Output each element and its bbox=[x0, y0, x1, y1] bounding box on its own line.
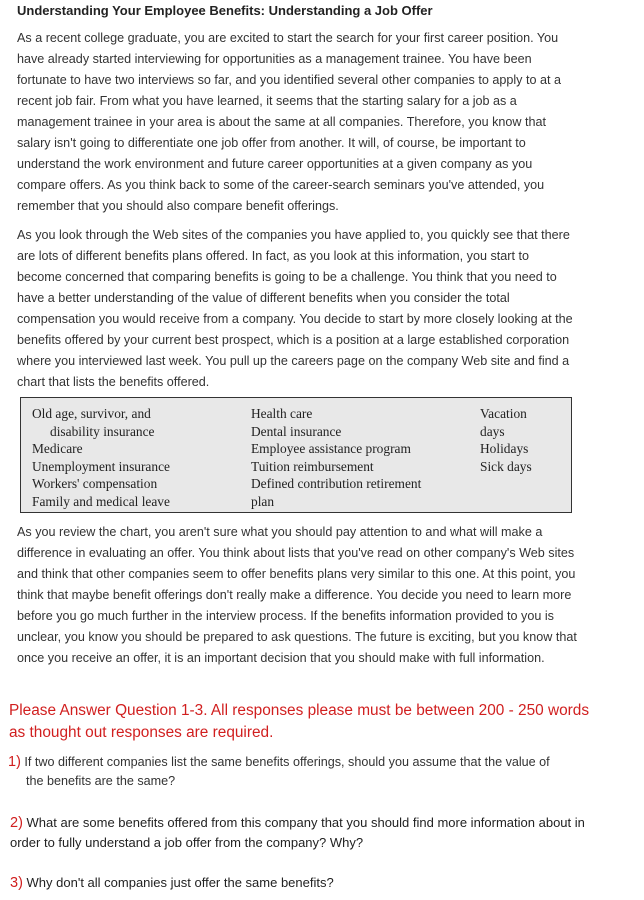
benefit-item: Holidays bbox=[480, 441, 529, 456]
benefits-column-2 bbox=[251, 405, 421, 510]
paragraph-intro: As a recent college graduate, you are excited to start the search for your first career position. You have already started interviewing for opportunities as a management trainee. You have been fortunate to have two interviews so far, and you identified several other companies to apply to at a recent job fair. From what you have learned, it seems that the starting salary for a job as a management trainee in your area is about the same at all companies. Therefore, you know that salary isn't going to differentiate one job offer from another. It will, of course, be important to understand the work environment and future career opportunities at a given company as you compare offers. As you think back to some of the career-search seminars you've attended, you remember that you should also compare benefit offerings. bbox=[17, 31, 561, 213]
benefits-column-1 bbox=[32, 405, 170, 510]
benefit-item: plan bbox=[251, 493, 275, 509]
benefit-item: Dental insurance bbox=[251, 423, 342, 439]
paragraph-review: As you review the chart, you aren't sure what you should pay attention to and what will make a difference in evaluating an offer. You think about lists that you've read on other company's Web sites and think that other companies seem to offer benefits plans very similar to this one. At this point, you think that maybe benefit offerings don't really make a difference. You decide you need to learn more before you go much further in the interview process. If the benefits information provided to you is unclear, you know you should be prepared to ask questions. The future is exciting, but you know that once you receive an offer, it is an important decision that you should make with full information. bbox=[17, 525, 577, 665]
question-text: If two different companies list the same benefits offerings, should you assume that the value of bbox=[24, 755, 550, 769]
benefits-chart bbox=[20, 397, 572, 513]
benefit-item: Defined contribution retirement bbox=[251, 476, 422, 491]
question-2 bbox=[10, 813, 610, 853]
instructions-prompt: Please Answer Question 1-3. All responses please must be between 200 - 250 words as thought out responses are required. bbox=[9, 702, 590, 741]
benefit-item: disability insurance bbox=[50, 423, 155, 439]
benefit-item: Unemployment insurance bbox=[32, 458, 170, 474]
question-number: 2) bbox=[10, 815, 23, 831]
document-title: Understanding Your Employee Benefits: Understanding a Job Offer bbox=[17, 3, 433, 18]
benefit-item: Tuition reimbursement bbox=[251, 458, 374, 474]
question-text-continued: the benefits are the same? bbox=[26, 774, 176, 788]
benefit-item: Workers' compensation bbox=[32, 476, 158, 491]
benefits-column-3 bbox=[480, 405, 532, 475]
question-text: What are some benefits offered from this company that you should find more information about in order to fully understand a job offer from the company? Why? bbox=[10, 815, 585, 850]
benefit-item: Vacation bbox=[480, 406, 527, 421]
benefit-item: days bbox=[480, 423, 505, 439]
benefit-item: Family and medical leave bbox=[32, 493, 170, 509]
benefit-item: Medicare bbox=[32, 441, 83, 456]
benefit-item: Sick days bbox=[480, 458, 532, 474]
question-number: 1) bbox=[8, 754, 21, 770]
question-text: Why don't all companies just offer the same benefits? bbox=[26, 875, 334, 890]
question-1 bbox=[8, 752, 593, 792]
benefit-item: Employee assistance program bbox=[251, 441, 411, 456]
benefit-item: Health care bbox=[251, 406, 313, 421]
benefit-item: Old age, survivor, and bbox=[32, 406, 151, 421]
paragraph-websites: As you look through the Web sites of the companies you have applied to, you quickly see that there are lots of different benefits plans offered. In fact, as you look at this information, you start to become concerned that comparing benefits is going to be a challenge. You think that you need to have a better understanding of the value of different benefits when you consider the total compensation you would receive from a company. You decide to start by more closely looking at the benefits offered by your current best prospect, which is a position at a large established corporation where you interviewed last week. You pull up the careers page on the company Web site and find a chart that lists the benefits offered. bbox=[17, 228, 573, 389]
question-number: 3) bbox=[10, 875, 23, 891]
question-3 bbox=[10, 873, 610, 893]
